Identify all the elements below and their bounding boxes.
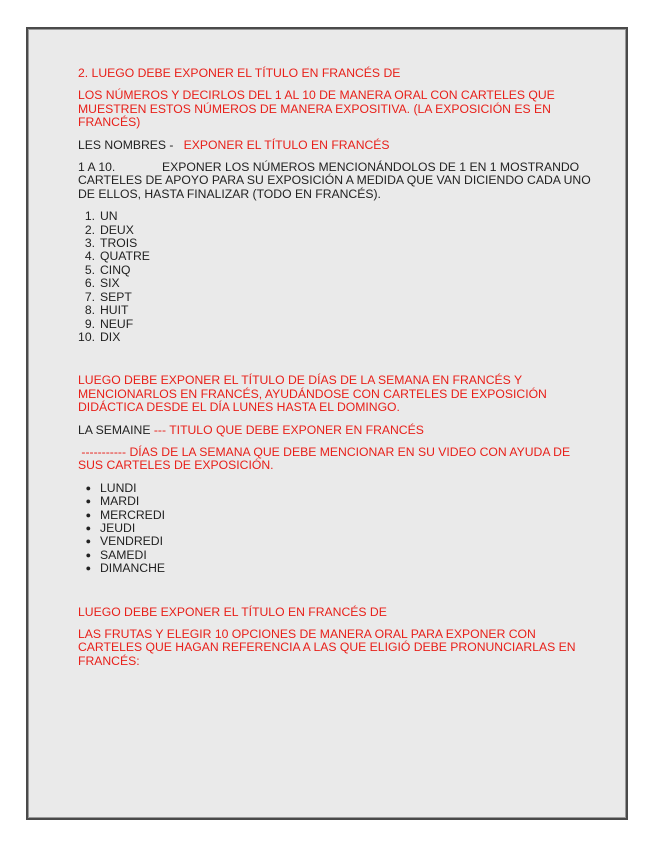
numbers-instruction: LOS NÚMEROS Y DECIRLOS DEL 1 AL 10 DE MANERA ORAL CON CARTELES QUE MUESTREN ESTOS NÚMEROS DE MANERA EXPOSITIVA. (LA EXPOSICIÓN ES EN FRANCÉS)	[78, 88, 555, 130]
fruits-heading: LUEGO DEBE EXPONER EL TÍTULO EN FRANCÉS DE	[78, 604, 387, 619]
list-item: 1. UN	[84, 209, 118, 224]
list-item: 4. QUATRE	[84, 249, 150, 264]
bullet-icon: ●	[85, 496, 91, 507]
list-item: 9. NEUF	[84, 316, 134, 331]
list-item: 8. HUIT	[84, 303, 129, 318]
list-item: ● DIMANCHE	[78, 562, 598, 575]
numbers-range-text: EXPONER LOS NÚMEROS MENCIONÁNDOLOS DE 1 EN 1 MOSTRANDO CARTELES DE APOYO PARA SU EXPOSICIÓN A MEDIDA QUE VAN DICIENDO CADA UNO DE ELLOS, HASTA FINALIZAR (TODO EN FRANCÉS).	[78, 160, 591, 201]
fruits-instruction: LAS FRUTAS Y ELEGIR 10 OPCIONES DE MANERA ORAL PARA EXPONER CON CARTELES QUE HAGAN REFERENCIA A LAS QUE ELIGIÓ DEBE PRONUNCIARLAS EN FRANCÉS:	[78, 627, 576, 668]
list-item: ● MERCREDI	[78, 509, 598, 522]
days-list	[78, 482, 598, 576]
list-item: 3. TROIS	[84, 236, 138, 251]
days-title-dashes: ---	[153, 422, 167, 437]
days-heading: LUEGO DEBE EXPONER EL TÍTULO DE DÍAS DE LA SEMANA EN FRANCÉS Y MENCIONARLOS EN FRANCÉS, AYUDÁNDOSE CON CARTELES DE EXPOSICIÓN DIDÁCTICA DESDE EL DÍA LUNES HASTA EL DOMINGO.	[78, 373, 547, 415]
list-item: 10. DIX	[78, 329, 121, 344]
days-note: DÍAS DE LA SEMANA QUE DEBE MENCIONAR EN SU VIDEO CON AYUDA DE SUS CARTELES DE EXPOSICIÓN.	[78, 444, 571, 473]
numbers-list	[78, 210, 598, 344]
bullet-icon: ●	[85, 522, 91, 533]
list-item: 5. CINQ	[84, 262, 131, 277]
days-title-note: TITULO QUE DEBE EXPONER EN FRANCÉS	[169, 422, 424, 437]
bullet-icon: ●	[85, 536, 91, 547]
list-item: ● MARDI	[78, 495, 598, 508]
document-content	[78, 67, 598, 668]
bullet-icon: ●	[85, 549, 91, 560]
numbers-title-note: EXPONER EL TÍTULO EN FRANCÉS	[183, 137, 390, 152]
days-title-line	[78, 424, 598, 437]
bullet-icon: ●	[85, 509, 91, 520]
numbers-range-label: 1 A 10.	[78, 160, 116, 175]
bullet-icon: ●	[85, 563, 91, 574]
days-dashes: -----------	[81, 444, 127, 459]
list-item: 6. SIX	[84, 276, 120, 291]
list-item: ● JEUDI	[78, 522, 598, 535]
numbers-heading: 2. LUEGO DEBE EXPONER EL TÍTULO EN FRANCÉS DE	[78, 66, 401, 80]
list-item: ● SAMEDI	[78, 549, 598, 562]
numbers-title-line	[78, 139, 598, 152]
list-item: ● LUNDI	[78, 482, 598, 495]
list-item: 7. SEPT	[84, 289, 132, 304]
bullet-icon: ●	[85, 482, 91, 493]
list-item: ● VENDREDI	[78, 535, 598, 548]
numbers-title-label: LES NOMBRES -	[78, 137, 174, 152]
document-page	[26, 27, 628, 820]
numbers-range-paragraph	[78, 161, 598, 201]
days-title-label: LA SEMAINE	[78, 422, 151, 437]
list-item: 2. DEUX	[84, 222, 134, 237]
days-note-paragraph	[78, 446, 598, 473]
